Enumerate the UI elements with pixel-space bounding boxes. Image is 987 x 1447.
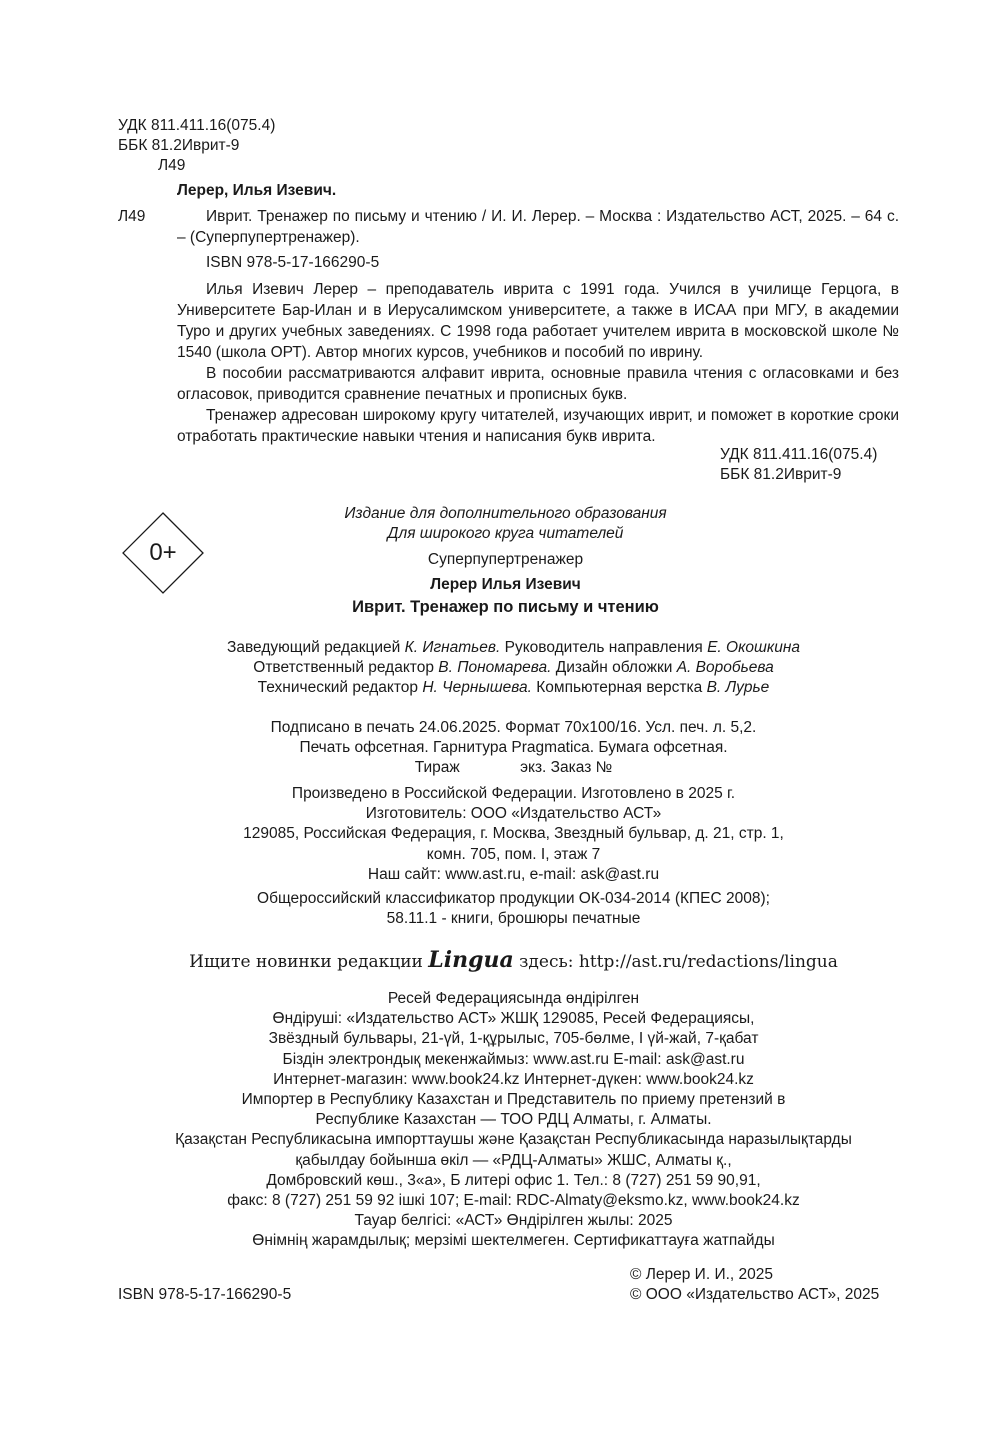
annotation-paragraph: Тренажер адресован широкому кругу читателей, изучающих иврит, и поможет в короткие сроки отработать практические навыки чтения и написания букв иврита.	[177, 407, 899, 445]
producer-line: Изготовитель: ООО «Издательство АСТ»	[365, 805, 662, 823]
kz-info-line: Өнімнің жарамдылық; мерзімі шектелмеген. Сертификаттауға жатпайды	[252, 1232, 775, 1250]
kz-info-line: Қазақстан Республикасына импорттаушы және Қазақстан Республикасында наразылықтарды	[175, 1131, 852, 1149]
promo-text: Ищите новинки редакции	[189, 952, 423, 972]
producer-info	[20, 784, 987, 885]
isbn-line: ISBN 978-5-17-166290-5	[206, 254, 380, 271]
kz-info-line: Импортер в Республику Казахстан и Представитель по приему претензий в	[241, 1091, 786, 1109]
series-name: Суперпупертренажер	[427, 551, 584, 568]
print-info-line: Тираж экз. Заказ №	[414, 759, 613, 777]
print-info	[20, 718, 987, 779]
udk-code: УДК 811.411.16(075.4)	[118, 117, 276, 134]
isbn-bottom: ISBN 978-5-17-166290-5	[118, 1286, 292, 1303]
producer-line: Произведено в Российской Федерации. Изготовлено в 2025 г.	[291, 785, 736, 802]
annotation-paragraph: В пособии рассматриваются алфавит иврита, основные правила чтения с огласовками и без огласовок, приводится сравнение печатных и прописных букв.	[177, 365, 899, 403]
kazakhstan-info	[20, 989, 987, 1252]
producer-line: 129085, Российская Федерация, г. Москва, Звездный бульвар, д. 21, стр. 1,	[243, 825, 784, 843]
classifier-line: 58.11.1 - книги, брошюры печатные	[386, 910, 641, 928]
classifier-line: Общероссийский классификатор продукции ОК-034-2014 (КПЕС 2008);	[257, 890, 770, 907]
annotation-paragraph: Илья Изевич Лерер – преподаватель иврита с 1991 года. Учился в училище Герцога, в Университете Бар-Илан и в Иерусалимском университете, а также в ИСАА при МГУ, в академии Туро и других учебных заведениях. С 1998 года работает учителем иврита в московской школе № 1540 (школа ОРТ). Автор многих курсов, учебников и пособий по иврину.	[177, 281, 899, 361]
credit-line: Ответственный редактор В. Пономарева. Дизайн обложки А. Воробьева	[253, 659, 774, 677]
edition-type	[12, 504, 987, 544]
kz-info-line: факс: 8 (727) 251 59 92 ішкі 107; E-mail: RDC-Almaty@eksmo.kz, www.book24.kz	[227, 1192, 800, 1210]
producer-line: Наш сайт: www.ast.ru, e-mail: ask@ast.ru	[367, 865, 660, 883]
udk-code-bottom: УДК 811.411.16(075.4)	[720, 446, 878, 463]
producer-line: комн. 705, пом. I, этаж 7	[426, 845, 601, 863]
copyright-author: © Лерер И. И., 2025	[630, 1266, 773, 1283]
print-info-line: Печать офсетная. Гарнитура Pragmatica. Бумага офсетная.	[299, 739, 728, 757]
credit-line: Технический редактор Н. Чернышева. Компьютерная верстка В. Лурье	[257, 679, 770, 697]
bbk-code: ББК 81.2Иврит-9	[118, 137, 240, 154]
edition-type-line: Издание для дополнительного образования	[344, 505, 667, 522]
promo-line	[20, 946, 987, 976]
product-classifier	[20, 889, 987, 929]
kz-info-line: Тауар белгісі: «АСТ» Өндірілген жылы: 2025	[354, 1212, 673, 1230]
age-rating-label: 0+	[149, 539, 177, 566]
author-name: Лерер Илья Изевич	[430, 576, 581, 593]
promo-link-text: здесь: http://ast.ru/redactions/lingua	[519, 952, 838, 972]
author-mark-side: Л49	[118, 208, 146, 225]
copyright-publisher: © ООО «Издательство АСТ», 2025	[630, 1286, 880, 1303]
kz-info-line: Біздін электрондық мекенжаймыз: www.ast.ru E-mail: ask@ast.ru	[282, 1050, 745, 1068]
kz-info-line: Интернет-магазин: www.book24.kz Интернет-дүкен: www.book24.kz	[273, 1070, 754, 1088]
kz-info-line: Республике Казахстан — ТОО РДЦ Алматы, г. Алматы.	[315, 1111, 712, 1129]
credits	[20, 638, 987, 699]
kz-info-line: Домбровский көш., 3«а», Б литері офис 1. Тел.: 8 (727) 251 59 90,91,	[266, 1171, 761, 1189]
edition-type-line: Для широкого круга читателей	[387, 525, 624, 543]
lingua-logo: Lingua	[428, 947, 514, 973]
bbk-code-bottom: ББК 81.2Иврит-9	[720, 466, 842, 483]
print-info-line: Подписано в печать 24.06.2025. Формат 70x100/16. Усл. печ. л. 5,2.	[270, 719, 757, 736]
bibliographic-description: Иврит. Тренажер по письму и чтению / И. И. Лерер. – Москва : Издательство АСТ, 2025. – 64 с. – (Суперпупертренажер).	[177, 208, 899, 246]
kz-info-line: Өндіруші: «Издательство АСТ» ЖШҚ 129085, Ресей Федерациясы,	[272, 1010, 755, 1028]
book-title: Иврит. Тренажер по письму и чтению	[352, 598, 659, 616]
author-heading: Лерер, Илья Изевич.	[177, 182, 337, 199]
author-mark: Л49	[158, 157, 186, 174]
kz-info-line: қабылдау бойынша өкіл — «РДЦ-Алматы» ЖШС, Алматы қ.,	[295, 1151, 732, 1169]
credit-line: Заведующий редакцией К. Игнатьев. Руководитель направления Е. Окошкина	[227, 639, 800, 656]
kz-info-line: Звёздный бульвары, 21-үй, 1-құрылыс, 705-бөлме, I үй-жай, 7-қабат	[268, 1030, 759, 1048]
kz-info-line: Ресей Федерациясында өндірілген	[387, 990, 640, 1007]
